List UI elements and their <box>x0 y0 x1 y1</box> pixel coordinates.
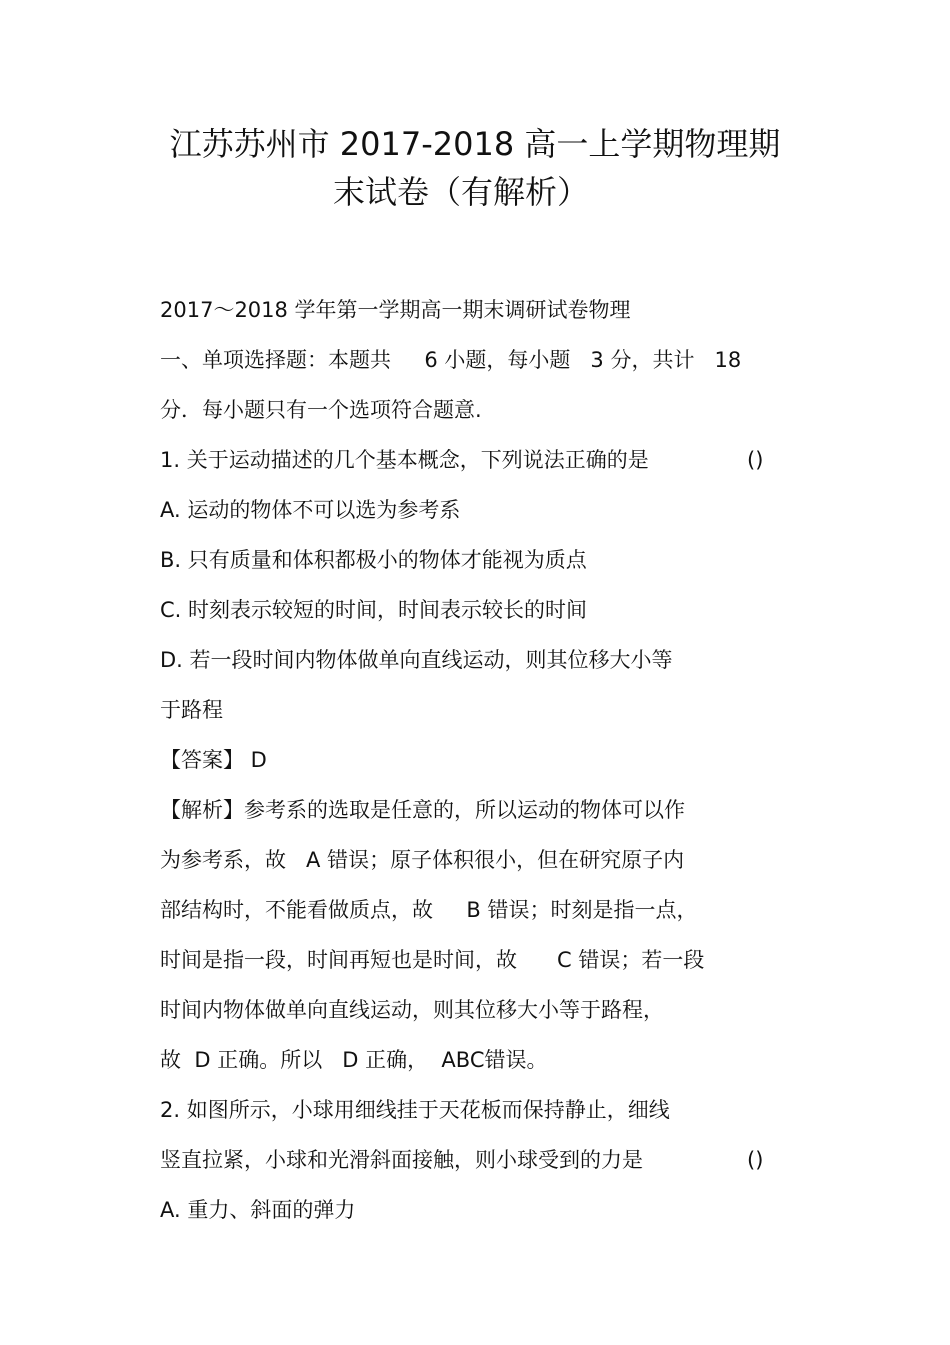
option-a: A. 重力、斜面的弹力 <box>160 1198 356 1222</box>
title-line-1: 江苏苏州市 2017-2018 高一上学期物理期 <box>169 125 781 163</box>
option-d: D. 若一段时间内物体做单向直线运动，则其位移大小等 <box>160 648 673 672</box>
option-c: C. 时刻表示较短的时间，时间表示较长的时间 <box>160 598 588 622</box>
answer-blank: () <box>747 1148 764 1172</box>
question-1-stem: 1. 关于运动描述的几个基本概念，下列说法正确的是 <box>160 448 649 472</box>
title-line-2: 末试卷（有解析） <box>333 173 590 211</box>
question-2-stem: 2. 如图所示，小球用细线挂于天花板而保持静止，细线 <box>160 1098 670 1122</box>
question-2-stem-cont: 竖直拉紧，小球和光滑斜面接触，则小球受到的力是 <box>160 1148 643 1172</box>
answer-blank: () <box>747 448 764 472</box>
option-d-cont: 于路程 <box>160 698 223 722</box>
analysis-line-3: 部结构时，不能看做质点，故 B 错误；时刻是指一点， <box>160 898 698 922</box>
analysis-line-5: 时间内物体做单向直线运动，则其位移大小等于路程， <box>160 998 664 1022</box>
analysis-line-2: 为参考系，故 A 错误；原子体积很小，但在研究原子内 <box>160 848 685 872</box>
exam-header: 2017～2018 学年第一学期高一期末调研试卷物理 <box>160 298 631 322</box>
analysis-line-1: 【解析】参考系的选取是任意的，所以运动的物体可以作 <box>160 798 685 822</box>
section-instructions-cont: 分．每小题只有一个选项符合题意. <box>160 398 482 422</box>
analysis-line-6: 故 D 正确。所以 D 正确， ABC错误。 <box>160 1048 548 1072</box>
section-instructions: 一、单项选择题：本题共 6 小题，每小题 3 分，共计 18 <box>160 348 742 372</box>
analysis-line-4: 时间是指一段，时间再短也是时间，故 C 错误；若一段 <box>160 948 705 972</box>
option-a: A. 运动的物体不可以选为参考系 <box>160 498 461 522</box>
answer-line: 【答案】 D <box>160 748 267 772</box>
option-b: B. 只有质量和体积都极小的物体才能视为质点 <box>160 548 587 572</box>
